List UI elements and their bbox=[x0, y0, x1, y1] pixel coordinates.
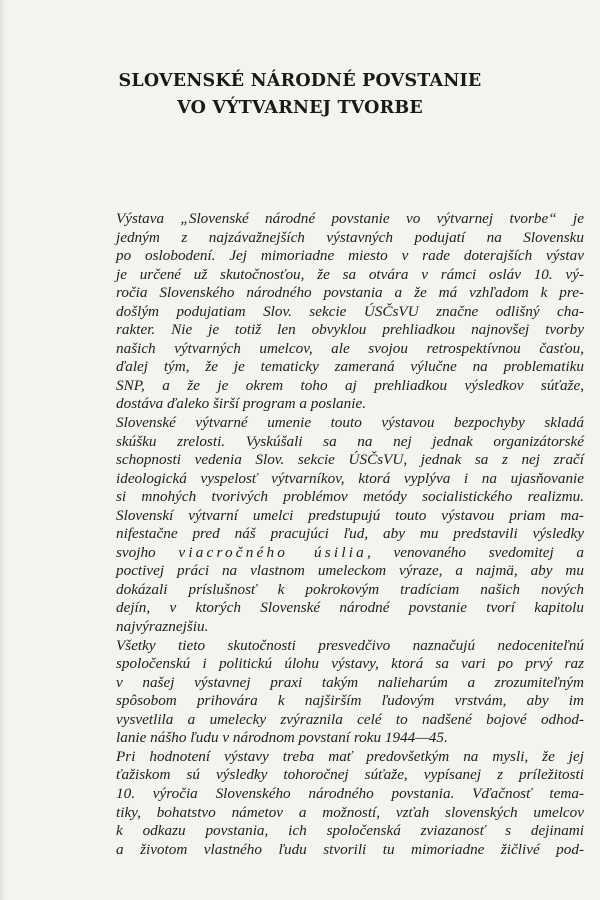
text-line: ročia Slovenského národného povstania a že má vzhľadom k pre- bbox=[116, 284, 584, 302]
paragraph bbox=[116, 748, 584, 859]
text-line: spoločenskú i politickú úlohu výstavy, ktorá sa vari po prvý raz bbox=[116, 655, 584, 673]
title-line-1: SLOVENSKÉ NÁRODNÉ POVSTANIE bbox=[118, 71, 482, 91]
text-line: najvýraznejšiu. bbox=[116, 618, 209, 636]
text-line: v našej výstavnej praxi takým nalieharúm a zrozumiteľným bbox=[116, 673, 584, 691]
text-line: ťažiskom sú výsledky tohoročnej súťaže, vypísanej z príležitosti bbox=[116, 766, 584, 784]
text-line: poctivej práci na vlastnom umeleckom výraze, a najmä, aby mu bbox=[116, 562, 584, 580]
text-line: po oslobodení. Jej mimoriadne miesto v rade doterajších výstav bbox=[116, 247, 584, 265]
text-line: Všetky tieto skutočnosti presvedčivo naznačujú nedoceniteľnú bbox=[116, 636, 584, 654]
text-line: spôsobom prihovára k najširším ľudovým vrstvám, aby im bbox=[116, 692, 584, 710]
paragraph bbox=[116, 414, 584, 637]
text-line: Pri hodnotení výstavy treba mať predovšetkým na mysli, že jej bbox=[116, 747, 584, 765]
document-title bbox=[0, 68, 600, 122]
text-line: a životom vlastného ľudu stvorili tu mimoriadne žičlivé pod- bbox=[116, 840, 584, 858]
text-line: skúšku zrelosti. Vyskúšali sa na nej jednak organizátorské bbox=[116, 432, 584, 450]
text-line: Slovenské výtvarné umenie touto výstavou bezpochyby skladá bbox=[116, 414, 584, 432]
text-line: našich výtvarných umelcov, ale svojou retrospektívnou časťou, bbox=[116, 339, 584, 357]
text-line: svojho viacročného úsilia, venovaného svedomitej a bbox=[116, 543, 584, 561]
text-line: ideologická vyspelosť výtvarníkov, ktorá vyplýva i na ujasňovanie bbox=[116, 469, 584, 487]
article-body bbox=[116, 210, 584, 859]
text-line: vysvetlila a umelecky zvýraznila celé to nadšené bojové odhod- bbox=[116, 710, 584, 728]
text-line: SNP, a že je okrem toho aj prehliadkou výsledkov súťaže, bbox=[116, 376, 584, 394]
text-line: dejín, v ktorých Slovenské národné povstanie tvorí kapitolu bbox=[116, 599, 584, 617]
title-line-2: VO VÝTVARNEJ TVORBE bbox=[177, 98, 423, 118]
text-line: si mnohých tvorivých problémov metódy socialistického realizmu. bbox=[116, 488, 584, 506]
text-line: k odkazu povstania, ich spoločenská zviazanosť s dejinami bbox=[116, 822, 584, 840]
text-line: rakter. Nie je totiž len obvyklou prehliadkou najnovšej tvorby bbox=[116, 321, 584, 339]
text-line: schopnosti vedenia Slov. sekcie ÚSČsVU, jednak sa z nej zračí bbox=[116, 451, 584, 469]
text-line: dostáva ďaleko širší program a poslanie. bbox=[116, 395, 366, 413]
text-line: Výstava „Slovenské národné povstanie vo výtvarnej tvorbe“ je bbox=[116, 210, 584, 227]
text-line: dokázali príslušnosť k pokrokovým tradíciam našich nových bbox=[116, 580, 584, 598]
text-line: tiky, bohatstvo námetov a možností, vzťah slovenských umelcov bbox=[116, 803, 584, 821]
paragraph bbox=[116, 637, 584, 748]
text-line: došlým podujatiam Slov. sekcie ÚSČsVU značne odlišný cha- bbox=[116, 302, 584, 320]
text-line: nifestačne pred náš pracujúci ľud, aby mu predstavili výsledky bbox=[116, 525, 584, 543]
text-line: je určené už skutočnosťou, že sa otvára v rámci osláv 10. vý- bbox=[116, 265, 584, 283]
text-line: lanie nášho ľudu v národnom povstaní roku 1944—45. bbox=[116, 729, 448, 747]
text-line: 10. výročia Slovenského národného povstania. Vďačnosť tema- bbox=[116, 784, 584, 802]
paragraph bbox=[116, 210, 584, 414]
text-line: ďalej tým, že je tematicky zameraná výlučne na problematiku bbox=[116, 358, 584, 376]
text-line: jedným z najzávažnejších výstavných podujatí na Slovensku bbox=[116, 228, 584, 246]
text-line: Slovenskí výtvarní umelci predstupujú touto výstavou priam ma- bbox=[116, 506, 584, 524]
